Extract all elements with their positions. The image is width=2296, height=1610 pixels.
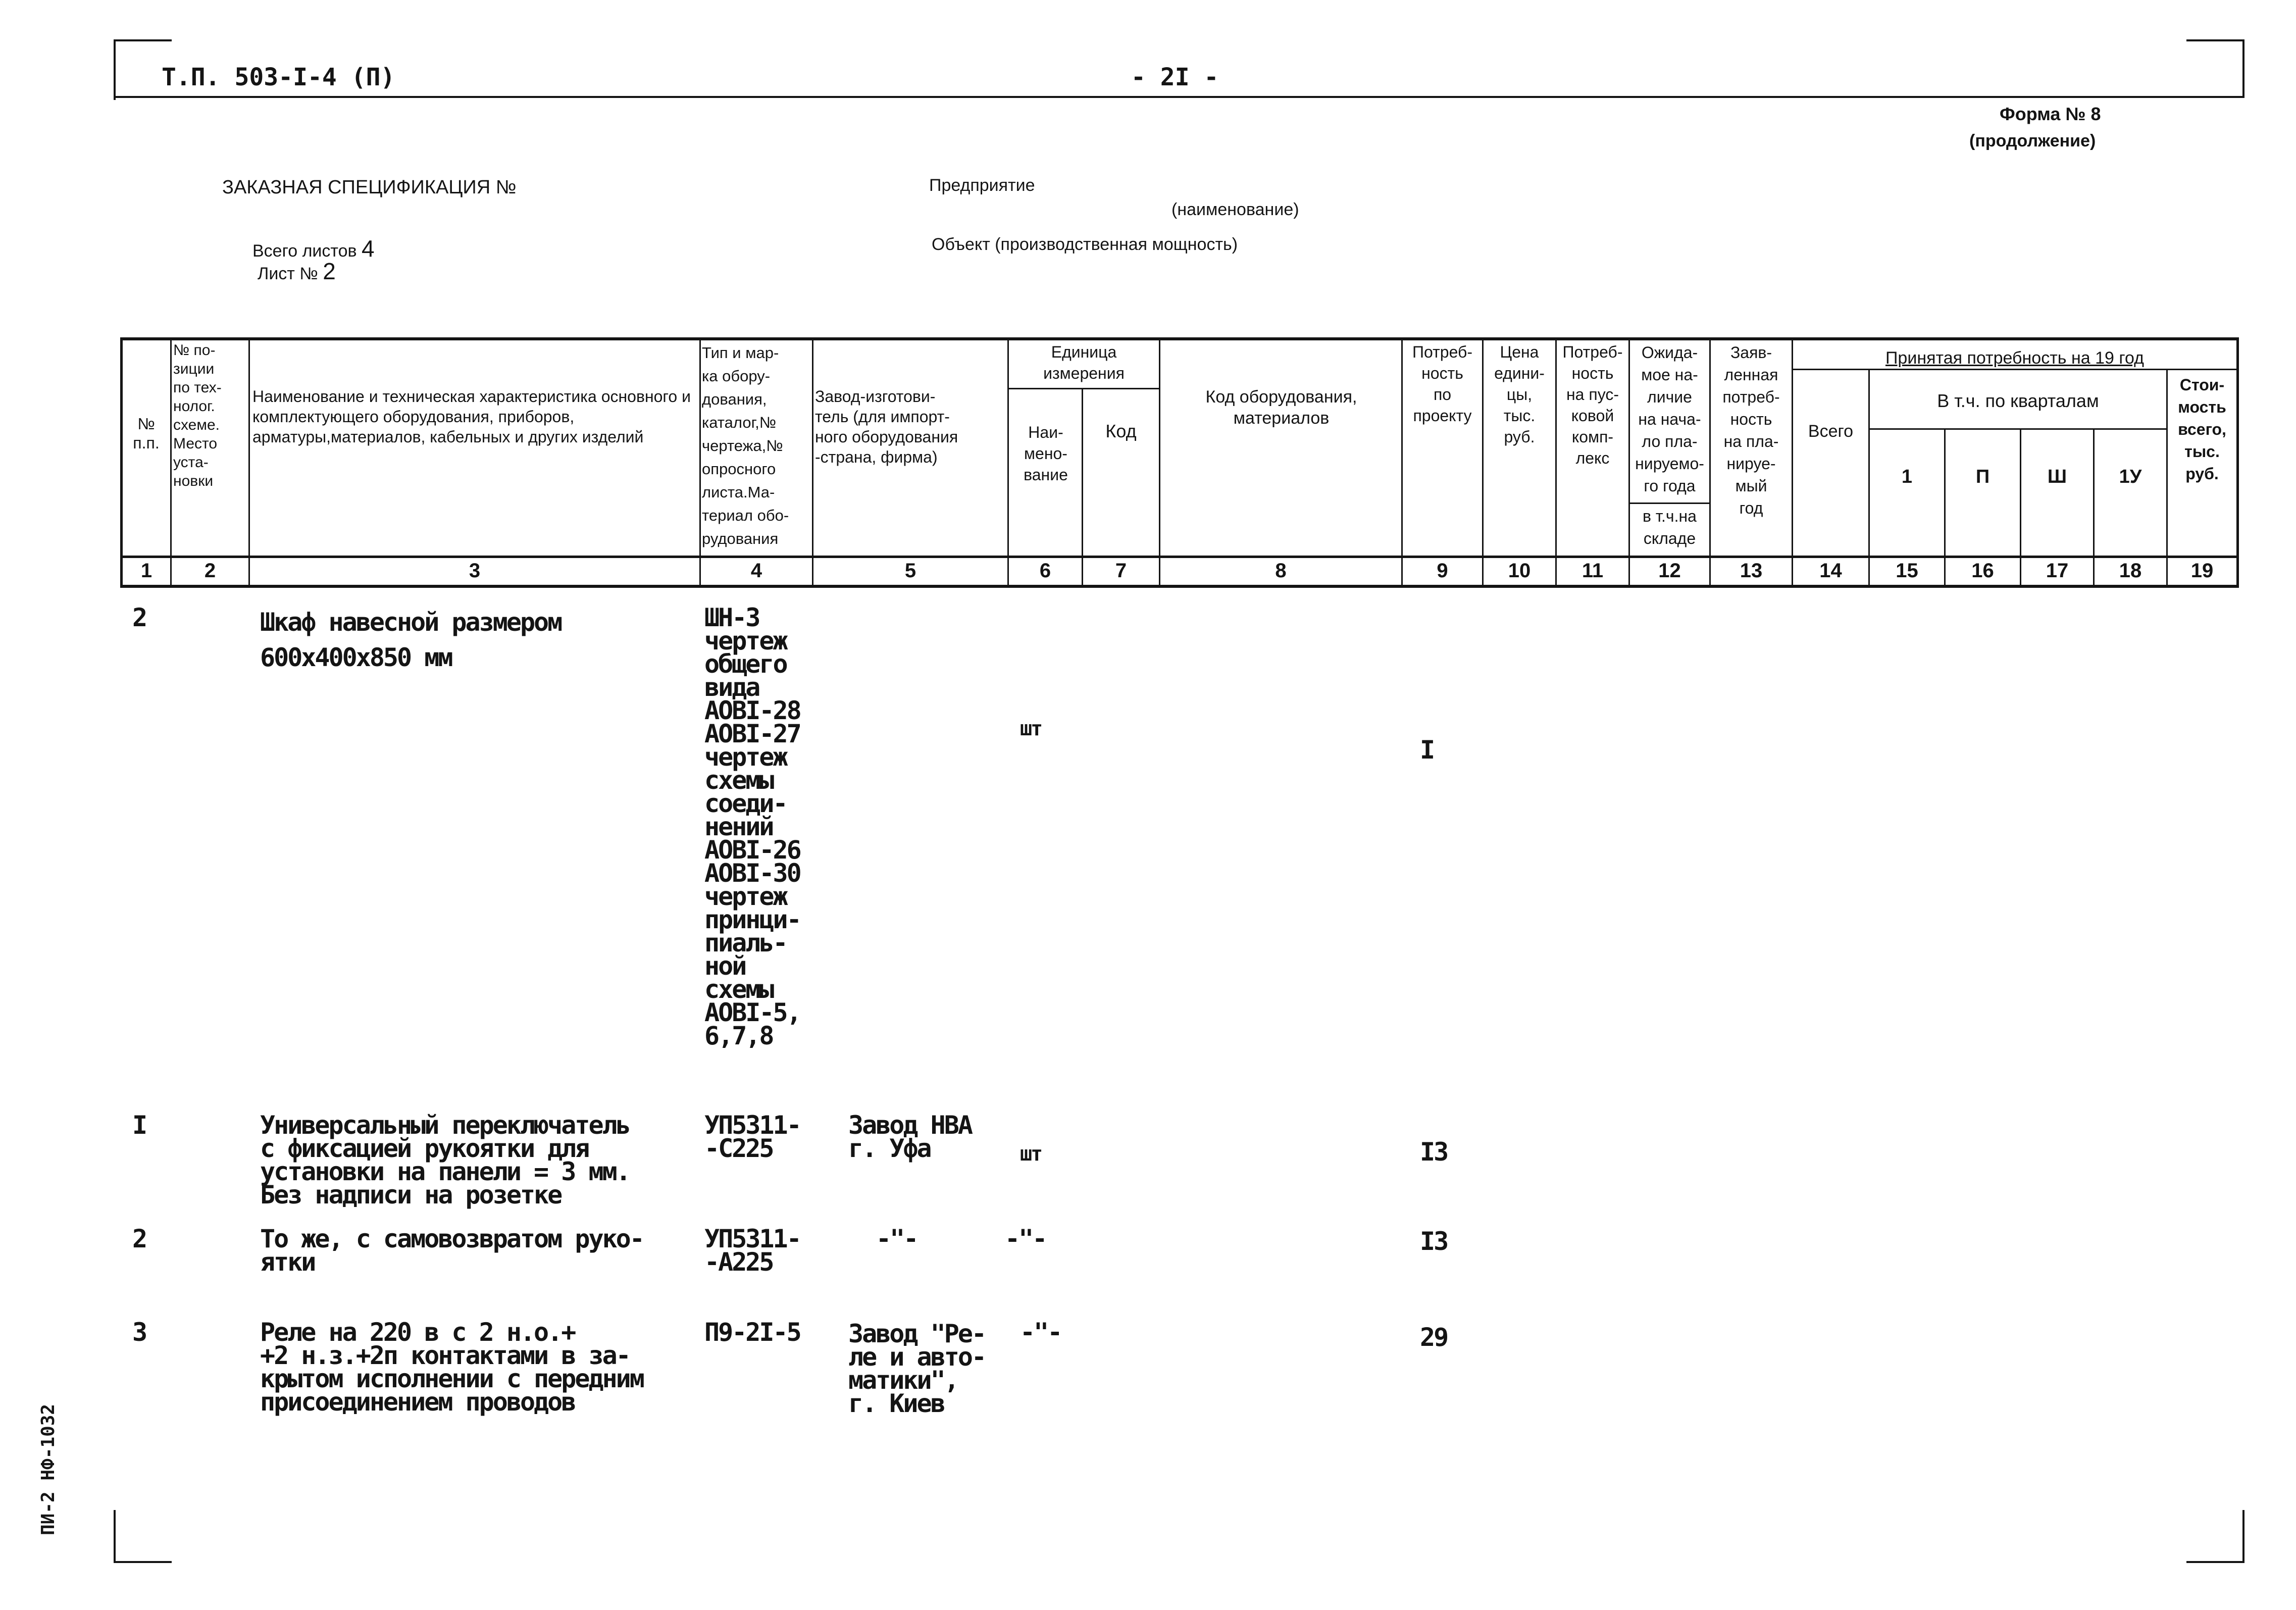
column-number: 7 [1115, 560, 1127, 582]
row-number: I [132, 1111, 146, 1140]
column-number: 6 [1039, 560, 1051, 582]
column-number: 9 [1437, 560, 1448, 582]
page-number: - 2I - [1131, 63, 1219, 91]
header-type-mark: Тип и мар- ка обору- дования, каталог,№ чертежа,№ опросного листа.Ма- териал обо- рудования [702, 344, 789, 547]
row-maker: Завод "Ре- ле и авто- матики", г. Киев [848, 1319, 986, 1418]
enterprise-label: Предприятие [929, 176, 1035, 195]
header-quarter-group: В т.ч. по кварталам [1937, 391, 2099, 411]
sheet-label: Лист № [258, 264, 318, 283]
header-manufacturer: Завод-изготови- тель (для импорт- ного оборудования -страна, фирма) [815, 387, 958, 466]
row-name: Реле на 220 в с 2 н.о.+ +2 н.з.+2п контактами в за- крытом исполнении с передним присоединением проводов [260, 1318, 643, 1417]
column-number: 4 [750, 560, 762, 582]
header-accepted-group: Принятая потребность на 19 год [1885, 348, 2144, 368]
row-unit: -"- [1020, 1318, 1061, 1347]
sheet-value: 2 [323, 258, 336, 284]
header-item-number: № п.п. [133, 415, 160, 452]
header-quarter-2: П [1975, 467, 1990, 486]
header-declared-need: Заяв- ленная потреб- ность на пла- нируе- мый год [1722, 343, 1780, 517]
row-mark: УП5311- -С225 [704, 1111, 800, 1163]
row-maker: Завод НВА г. Уфа [848, 1111, 972, 1163]
row-name: То же, с самовозвратом руко- ятки [260, 1224, 643, 1277]
row-number: 2 [132, 603, 146, 632]
header-unit-code: Код [1105, 422, 1137, 441]
header-need-startup: Потреб- ность на пус- ковой комп- лекс [1562, 343, 1623, 467]
row-qty: 29 [1420, 1323, 1448, 1352]
header-unit-name: Наи- мено- вание [1024, 423, 1068, 484]
header-unit-group: Единица измерения [1043, 343, 1125, 382]
column-number: 2 [204, 560, 216, 582]
column-number: 19 [2190, 560, 2214, 582]
row-unit: шт [1020, 1142, 1042, 1166]
total-sheets-value: 4 [362, 235, 375, 262]
header-total: Всего [1808, 422, 1854, 441]
header-quarter-3: Ш [2047, 467, 2067, 486]
column-number: 8 [1275, 560, 1287, 582]
column-number: 18 [2119, 560, 2142, 582]
row-unit: -"- [1005, 1224, 1046, 1253]
row-number: 2 [132, 1224, 146, 1253]
header-cost-total: Стои- мость всего, тыс. руб. [2178, 376, 2226, 483]
row-mark: ШН-3 чертеж общего вида АОВI-28 АОВI-27 чертеж схемы соеди- нений АОВI-26 АОВI-30 чертеж принци- пиаль- ной схемы АОВI-5, 6,7,8 [704, 603, 800, 1050]
header-name: Наименование и техническая характеристика основного и комплектующего оборудования, приборов, арматуры,материалов, кабельных и других изделий [252, 387, 691, 446]
form-note: (продолжение) [1969, 131, 2096, 150]
column-number: 1 [140, 560, 152, 582]
column-number: 16 [1971, 560, 1994, 582]
column-number: 14 [1819, 560, 1842, 582]
column-number: 12 [1658, 560, 1681, 582]
column-number: 17 [2046, 560, 2069, 582]
row-qty: I3 [1420, 1227, 1448, 1256]
side-code: ПИ-2 НФ-1032 [38, 1403, 59, 1535]
header-need-project: Потреб- ность по проекту [1412, 343, 1472, 425]
row-qty: I [1420, 735, 1434, 765]
enterprise-hint: (наименование) [1171, 200, 1299, 219]
column-number: 13 [1740, 560, 1763, 582]
column-number: 5 [904, 560, 916, 582]
header-quarter-1: 1 [1901, 467, 1913, 486]
header-in-warehouse: в т.ч.на складе [1643, 507, 1697, 547]
column-number: 10 [1508, 560, 1531, 582]
header-quarter-4: 1У [2119, 467, 2142, 486]
row-name: Универсальный переключатель с фиксацией рукоятки для установки на панели = 3 мм. Без надписи на розетке [260, 1111, 630, 1210]
form-label: Форма № 8 [2000, 104, 2101, 124]
row-mark: П9-2I-5 [704, 1318, 800, 1347]
row-name: Шкаф навесной размером 600х400х850 мм [260, 608, 562, 672]
spec-title: ЗАКАЗНАЯ СПЕЦИФИКАЦИЯ № [222, 177, 517, 198]
row-qty: I3 [1420, 1137, 1448, 1167]
row-unit: шт [1020, 717, 1042, 740]
sheet-number [258, 258, 336, 285]
row-mark: УП5311- -А225 [704, 1224, 800, 1277]
column-number: 11 [1581, 560, 1604, 582]
doc-code: Т.П. 503-I-4 (П) [162, 63, 395, 91]
header-equipment-code: Код оборудования, материалов [1205, 387, 1357, 428]
row-maker: -"- [876, 1224, 917, 1253]
header-unit-price: Цена едини- цы, тыс. руб. [1494, 343, 1545, 446]
total-sheets-label: Всего листов [252, 241, 357, 261]
column-number: 3 [469, 560, 481, 582]
header-position: № по- зиции по тех- нолог. схеме. Место уста- новки [173, 342, 222, 489]
object-label: Объект (производственная мощность) [932, 235, 1238, 254]
row-number: 3 [132, 1318, 146, 1347]
header-expected-stock: Ожида- мое на- личие на нача- ло пла- нируемо- го года [1635, 343, 1704, 495]
column-number: 15 [1896, 560, 1918, 582]
